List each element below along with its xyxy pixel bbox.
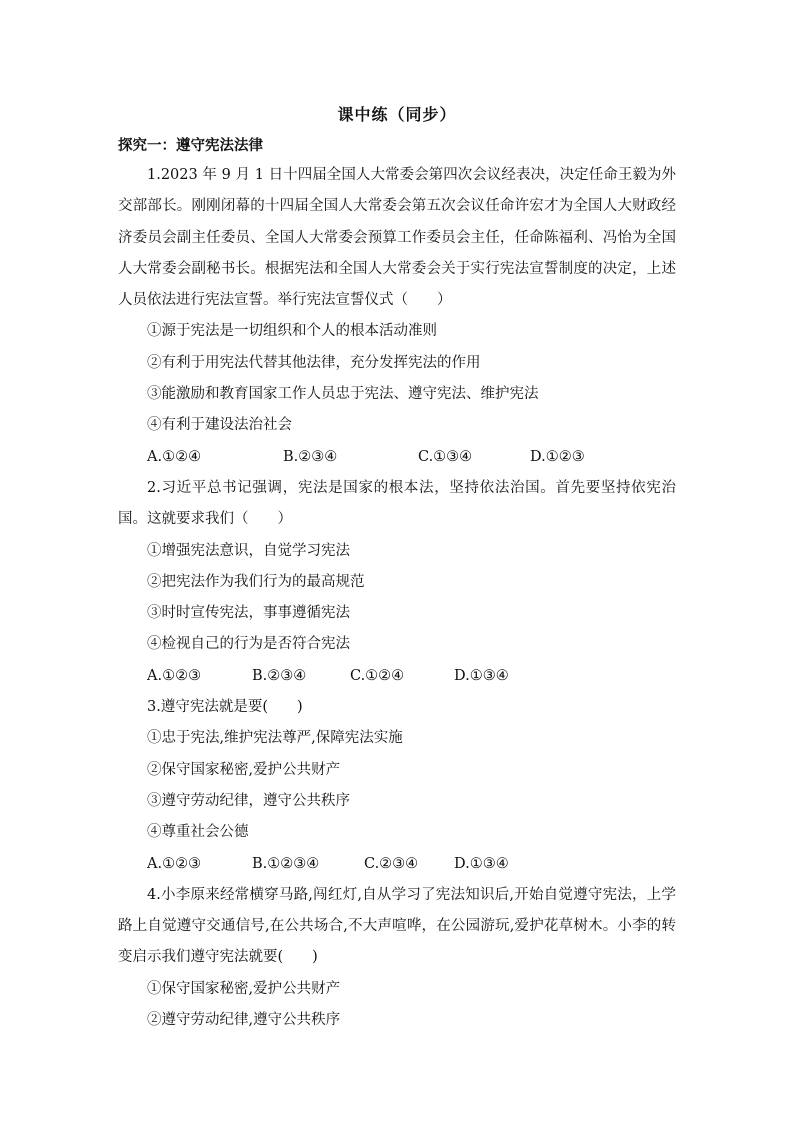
question-option: ②遵守劳动纪律,遵守公共秩序 xyxy=(147,1012,341,1029)
answer-choices xyxy=(118,661,676,692)
choice-d: D.①③④ xyxy=(454,855,509,872)
choice-c: C.①②④ xyxy=(350,667,405,684)
question-option: ①保守国家秘密,爱护公共财产 xyxy=(147,980,341,997)
question-option: ②保守国家秘密,爱护公共财产 xyxy=(147,761,341,778)
question-option: ③时时宣传宪法，事事遵循宪法 xyxy=(147,605,350,622)
question-stem: 1.2023 年 9 月 1 日十四届全国人大常委会第四次会议经表决，决定任命王毅为外交部部长。刚刚闭幕的十四届全国人大常委会第五次会议任命许宏才为全国人大财政经济委员会副主任委员、全国人大常委会预算工作委员会主任，任命陈福利、冯怡为全国人大常委会副秘书长。根据宪法和全国人大常委会关于实行宪法宣誓制度的决定，上述人员依法进行宪法宣誓。举行宪法宣誓仪式（ ） xyxy=(118,167,676,309)
choice-a: A.①②③ xyxy=(147,667,202,684)
question-4 xyxy=(118,880,676,1036)
question-option: ②把宪法作为我们行为的最高规范 xyxy=(147,573,365,590)
question-option: ②有利于用宪法代替其他法律，充分发挥宪法的作用 xyxy=(147,354,481,371)
choice-b: B.②③④ xyxy=(252,667,307,684)
question-option: ①源于宪法是一切组织和个人的根本活动准则 xyxy=(147,323,437,340)
choice-a: A.①②③ xyxy=(147,855,202,872)
choice-b: B.②③④ xyxy=(283,448,338,465)
page-title: 课中练（同步） xyxy=(337,105,457,124)
question-list xyxy=(118,160,676,1036)
choice-a: A.①②④ xyxy=(147,448,202,465)
question-stem: 2.习近平总书记强调，宪法是国家的根本法，坚持依法治国。首先要坚持依宪治国。这就要求我们（ ） xyxy=(118,479,676,528)
choice-d: D.①③④ xyxy=(454,667,509,684)
question-option: ①忠于宪法,维护宪法尊严,保障宪法实施 xyxy=(147,730,403,747)
choice-d: D.①②③ xyxy=(530,448,585,465)
question-1 xyxy=(118,160,676,473)
question-option: ①增强宪法意识，自觉学习宪法 xyxy=(147,542,350,559)
answer-choices xyxy=(118,849,676,880)
choice-b: B.①②③④ xyxy=(252,855,320,872)
question-option: ④尊重社会公德 xyxy=(147,824,249,841)
question-option: ③遵守劳动纪律，遵守公共秩序 xyxy=(147,792,350,809)
choice-c: C.②③④ xyxy=(364,855,419,872)
question-stem: 3.遵守宪法就是要( ) xyxy=(147,699,303,716)
answer-choices xyxy=(118,442,676,473)
question-3 xyxy=(118,692,676,880)
question-option: ③能激励和教育国家工作人员忠于宪法、遵守宪法、维护宪法 xyxy=(147,386,539,403)
question-2 xyxy=(118,473,676,692)
question-option: ④检视自己的行为是否符合宪法 xyxy=(147,636,350,653)
question-stem: 4.小李原来经常横穿马路,闯红灯,自从学习了宪法知识后,开始自觉遵守宪法，上学路上自觉遵守交通信号,在公共场合,不大声喧哗，在公园游玩,爱护花草树木。小李的转变启示我们遵守宪法就要( ) xyxy=(118,886,676,966)
question-option: ④有利于建设法治社会 xyxy=(147,417,292,434)
choice-c: C.①③④ xyxy=(418,448,473,465)
section-heading: 探究一：遵守宪法法律 xyxy=(118,137,263,154)
